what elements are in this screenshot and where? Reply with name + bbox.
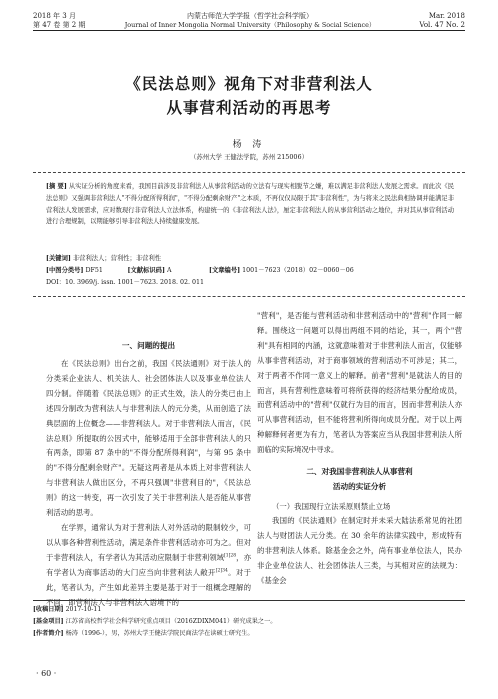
keywords: 非营利法人；营利性；非营利性 — [72, 255, 162, 262]
paragraph-2-b: ，亦有学者认为商事活动的大门应当向非营利法人敞开 — [46, 552, 251, 577]
doc-code-label: [文献标识码] — [127, 267, 165, 274]
classification-line — [46, 265, 354, 276]
subsection1-heading: （一）我国现行立法采原则禁止立场 — [272, 502, 391, 512]
paragraph-3: "营利"，是否能与营利活动和非营利活动中的"营利"作同一解释。围绕这一问题可以得出两组不同的结论，其一，两个"营利"具有相同的内涵，这就意味着对于非营利法人而言，仅能够从事非营利活动，对于商事领域的营利活动不可涉足；其二，对于两者不作同一意义上的解释。前者"营利"是就法人的目的而言，具有营利性意味着可将所获得的经济结果分配给成员，而营利活动中的"营利"仅就行为目的而言，因而非营利法人亦可从事营利活动，但不能将营利所得向成员分配。对于以上两种解释何者更为有力，笔者认为答案应当从我国非营利法人所面临的实际境况中寻求。 — [257, 311, 462, 455]
abstract-top-rule — [33, 172, 465, 173]
header-date-en: Mar. 2018 — [428, 12, 465, 20]
article-title-line1: 《民法总则》视角下对非营利法人 — [125, 74, 373, 93]
paragraph-1: 在《民法总则》出台之前，我国《民法通则》对于法人的分类采企业法人、机关法人、社会团体法人以及事业单位法人四分制。伴随着《民法总则》的正式生效，法人的分类已由上述四分制改为营利法人与非营利法人的元分类，从而创造了法典层面的上位概念——非营利法人。对于非营利法人而言，《民法总则》所提取的公因式中，能够适用于全部非营利法人的只有两条，即第 87 条中的"不得分配所得利润"，与第 95 条中的"不得分配剩余财产"。无疑这两者是从本质上对非营利法人与非营利法人做出区分，不再只强调"非营利目的"，《民法总则》的这一转变，再一次引发了关于非营利法人是否能从事营利活动的思考。 — [46, 359, 251, 518]
article-author: 杨 涛 — [232, 140, 266, 150]
body-right-column — [257, 309, 462, 589]
abstract-label: [摘 要] — [46, 183, 67, 190]
section2-heading-line1: 二、对我国非营利法人从事营利 — [306, 467, 413, 477]
author-bio: 杨涛（1996-），男，苏州大学王健法学院民商法学在读硕士研究生。 — [65, 630, 254, 637]
author-bio-line — [33, 628, 465, 640]
paragraph-2-c: 。对于此，笔者认为，产生如此差异主要是基于对于一组概念理解的不同，即营利法人与非营利法人语境下的 — [46, 567, 251, 607]
clc-label: [中图分类号] — [46, 267, 84, 274]
footnotes — [33, 604, 465, 640]
author-bio-label: [作者简介] — [33, 630, 64, 637]
article-no-value: 1001－7623（2018）02－0060－06 — [242, 267, 354, 274]
keywords-line — [46, 253, 161, 264]
citation-1: [1]28 — [224, 553, 237, 559]
footnote-rule — [33, 600, 465, 601]
author-affiliation: （苏州大学 王健法学院，苏州 215006） — [190, 153, 308, 161]
doc-code-value: A — [166, 267, 172, 274]
section2-heading-line2: 活动的实证分析 — [332, 482, 387, 492]
received-date: 2017-10-11 — [65, 606, 102, 613]
header-journal-en: Journal of Inner Mongolia Normal University（Philosophy & Social Science） — [124, 21, 376, 29]
article-no-label: [文章编号] — [208, 267, 241, 274]
paragraph-4: 我国的《民法通则》在制定时并未采大陆法系常见的社团法人与财团法人元分类。在 30 余年的法律实践中，形成特有的非营利法人体系。除基金会之外，尚有事业单位法人，民办非企业单位法人、社会团体法人三类，与其相对应的法规为：《基金会 — [257, 516, 462, 585]
abstract — [46, 181, 454, 228]
header-journal-cn: 内蒙古师范大学学报（哲学社会科学版） — [187, 12, 313, 20]
paragraph-2 — [46, 521, 251, 610]
keywords-label: [关键词] — [46, 255, 71, 262]
doi: DOI：10. 3969/j. issn. 1001－7623. 2018. 02. 011 — [46, 279, 205, 286]
clc-value: DF51 — [85, 267, 103, 274]
fund-text: 江苏省高校哲学社会科学研究重点项目（2016ZDIXM041）研究成果之一。 — [65, 618, 277, 625]
received-label: [收稿日期] — [33, 606, 64, 613]
header-rule — [33, 30, 465, 31]
received-line — [33, 604, 465, 616]
header-volume-en: Vol. 47 No. 2 — [419, 21, 465, 29]
header-volume-cn: 第 47 卷 第 2 期 — [33, 21, 86, 29]
paragraph-2-a: 在学界，通常认为对于营利法人对外活动的限制较少，可以从事各种营利性活动，满足条件非营利活动亦可为之。但对于非营利法人，有学者认为其活动应限制于非营利领域 — [46, 522, 251, 562]
body-left-column — [46, 338, 251, 610]
section1-heading: 一、问题的提出 — [121, 341, 176, 350]
fund-line — [33, 616, 465, 628]
header-date: 2018 年 3 月 — [33, 12, 76, 20]
fund-label: [基金项目] — [33, 618, 64, 625]
article-title-line2: 从事营利活动的再思考 — [166, 98, 332, 117]
abstract-text: 从实证分析的角度来看，我国目前涉及非营利法人从事营利活动的立法有与现实相脱节之嫌，难以满足非营利法人发展之需求。而此次《民法总则》又强调非营利法人"不得分配所得利润"，"不得分配剩余财产"之本质，不再仅仅局限于其"非营利性"，为与将来之民法典相协调并能满足非营利法人发展需求，应对数现行非营利法人立法体系，构建统一的《非营利法人法》，厘定非营利法人的从事营利活动之地位，并对其从事营利活动进行合理规制，以期能够引导非营利法人持续健康发展。 — [46, 183, 455, 226]
page-number: · 60 · — [36, 669, 57, 678]
abstract-bottom-rule — [33, 296, 465, 297]
citation-2: [2]34 — [215, 568, 228, 574]
